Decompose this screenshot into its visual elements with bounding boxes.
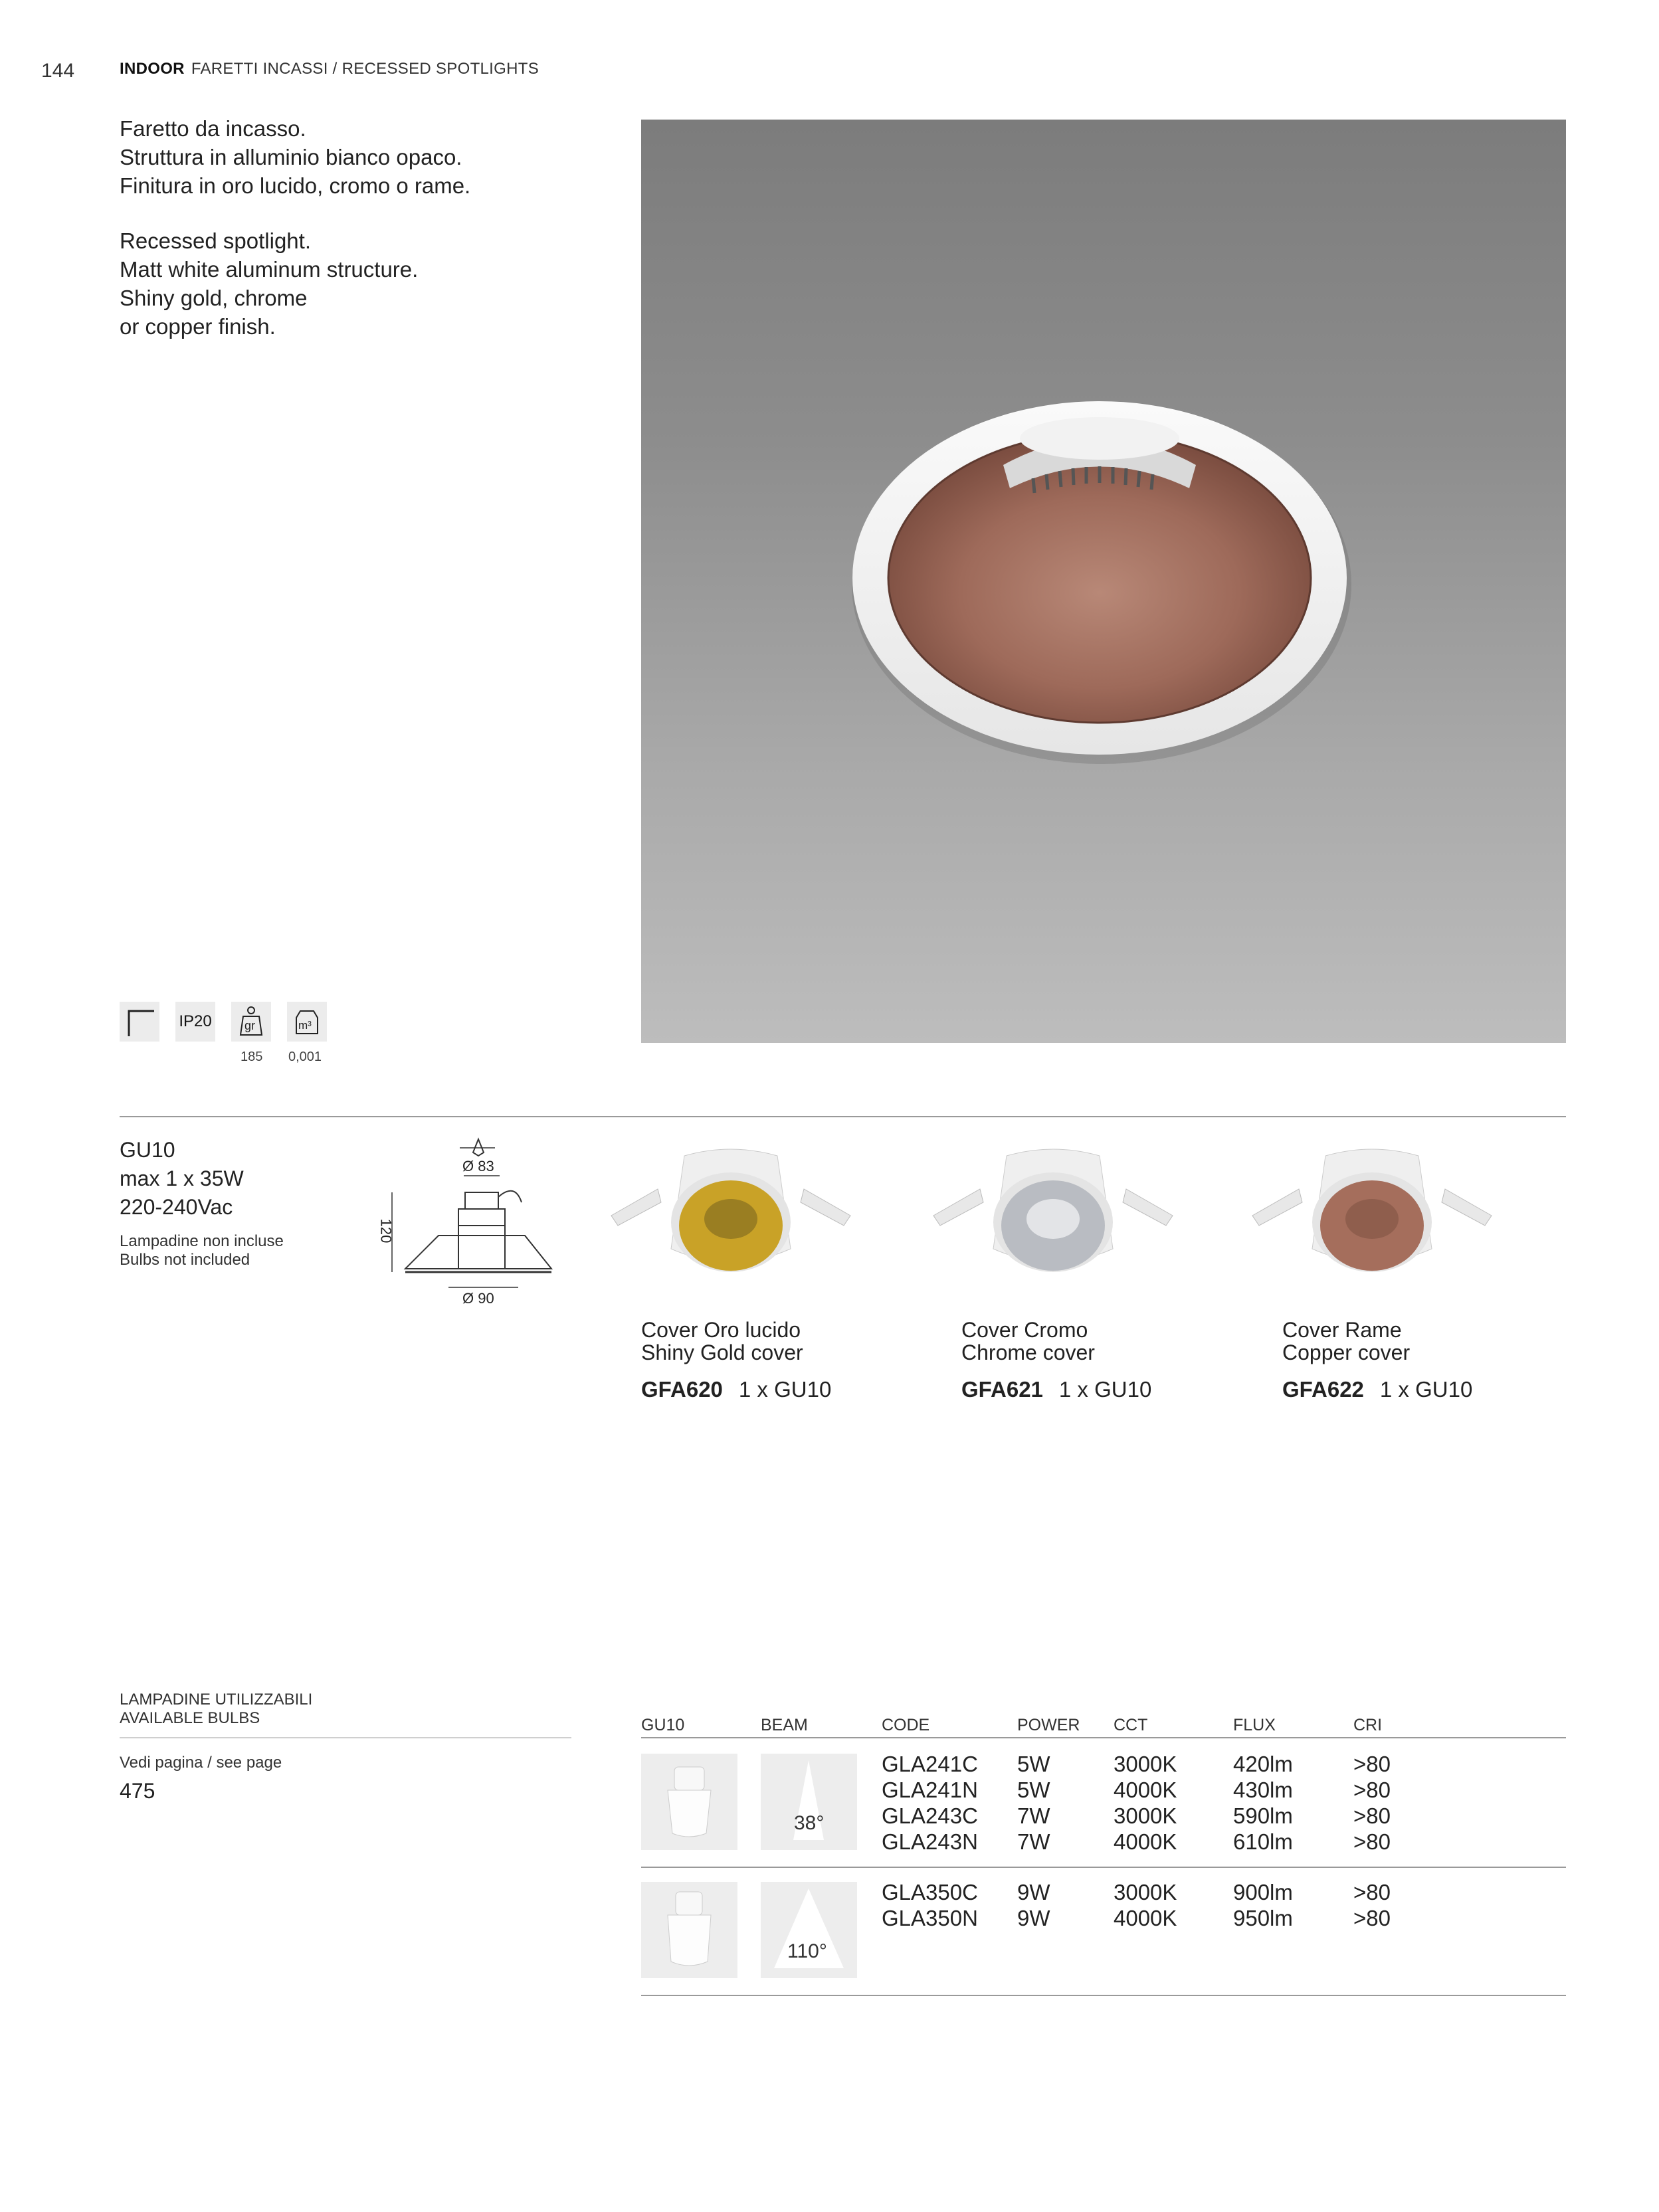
bulb-flux: 610lm [1233,1829,1293,1854]
variant-code-chrome [961,1377,1151,1402]
bulb-cct: 3000K [1114,1752,1177,1776]
variant-name-it: Cover Cromo [961,1318,1088,1342]
bulb-photo-gu10 [641,1754,737,1850]
variant-code-copper [1282,1377,1472,1402]
bulb-flux: 900lm [1233,1880,1293,1904]
bulb-cri: >80 [1353,1778,1391,1802]
weight-icon [231,1002,271,1042]
power-group-2 [1017,1879,1050,1931]
description-line: Shiny gold, chrome [120,286,308,310]
variant-photo-copper [1246,1143,1498,1295]
col-header-code: CODE [882,1716,930,1734]
bulb-code: GLA241C [882,1752,978,1776]
bulb-cri: >80 [1353,1829,1391,1854]
col-header-power: POWER [1017,1716,1080,1734]
recessed-ceiling-icon [120,1002,159,1042]
product-code: GFA622 [1282,1377,1364,1402]
variant-code-gold [641,1377,831,1402]
bulbs-left-divider [120,1737,571,1738]
volume-icon [287,1002,327,1042]
col-header-beam: BEAM [761,1716,808,1734]
section-label: INDOOR [120,60,185,78]
bulb-cct: 4000K [1114,1829,1177,1854]
category-label: FARETTI INCASSI / RECESSED SPOTLIGHTS [191,60,539,78]
product-code: GFA620 [641,1377,723,1402]
variant-name-en: Shiny Gold cover [641,1340,803,1364]
beam-angle: 110° [787,1940,827,1962]
lamp-spec: 1 x GU10 [738,1377,832,1402]
bulb-photo-gu10-wide [641,1882,737,1978]
variant-name-en: Copper cover [1282,1340,1411,1364]
variant-photo-chrome [927,1143,1179,1295]
bulb-code: GLA350C [882,1880,978,1904]
note-line: Bulbs not included [120,1251,250,1269]
bulb-power: 5W [1017,1752,1050,1776]
description-italian [120,114,470,200]
bulb-power: 7W [1017,1803,1050,1828]
bulb-power: 9W [1017,1880,1050,1904]
description-line: Matt white aluminum structure. [120,257,419,282]
description-line: Recessed spotlight. [120,229,311,253]
ip-rating-icon: IP20 [175,1002,215,1042]
cri-group-1 [1353,1751,1391,1855]
bulb-cri: >80 [1353,1752,1391,1776]
col-header-gu10: GU10 [641,1716,685,1734]
product-description [120,114,470,367]
bulb-code: GLA243N [882,1829,978,1854]
description-english [120,227,470,341]
flux-group-1 [1233,1751,1293,1855]
cri-group-2 [1353,1879,1391,1931]
beam-icon-110 [761,1882,857,1978]
table-header-rule [641,1737,1566,1738]
bulb-cct: 4000K [1114,1778,1177,1802]
bulb-code: GLA243C [882,1803,978,1828]
codes-group-2 [882,1879,978,1931]
description-line: Finitura in oro lucido, cromo o rame. [120,173,471,198]
bulb-power: 5W [1017,1778,1050,1802]
variant-name-en: Chrome cover [961,1340,1095,1364]
variant-name-it: Cover Oro lucido [641,1318,801,1342]
bulb-cct: 4000K [1114,1906,1177,1930]
cct-group-1 [1114,1751,1177,1855]
copper-spotlight-illustration [641,120,1566,1043]
spec-line: max 1 x 35W [120,1166,244,1190]
variant-name-it: Cover Rame [1282,1318,1402,1342]
bulb-code: GLA241N [882,1778,978,1802]
col-header-flux: FLUX [1233,1716,1276,1734]
see-page-number: 475 [120,1779,155,1803]
bulb-flux: 590lm [1233,1803,1293,1828]
col-header-cri: CRI [1353,1716,1383,1734]
bulb-flux: 420lm [1233,1752,1293,1776]
lamp-spec: 1 x GU10 [1379,1377,1473,1402]
variant-label-gold [641,1319,803,1364]
weight-unit: gr [244,1019,256,1032]
section-divider [120,1116,1566,1117]
bulb-cri: >80 [1353,1880,1391,1904]
beam-icon-38 [761,1754,857,1850]
bulb-code: GLA350N [882,1906,978,1930]
note-line: Lampadine non incluse [120,1232,284,1250]
cct-group-2 [1114,1879,1177,1931]
bulbs-heading [120,1691,312,1728]
electrical-specs [120,1136,244,1222]
bulb-cri: >80 [1353,1803,1391,1828]
bulb-power: 7W [1017,1829,1050,1854]
weight-value: 185 [241,1050,263,1064]
table-bottom-rule [641,1995,1566,1996]
variant-label-copper [1282,1319,1410,1364]
bulb-cri: >80 [1353,1906,1391,1930]
variant-label-chrome [961,1319,1095,1364]
page-header [120,60,539,78]
spec-line: 220-240Vac [120,1195,233,1219]
page-number: 144 [41,60,75,82]
spec-line: GU10 [120,1138,175,1162]
height-dimension: 120 [377,1218,395,1244]
description-line: Faretto da incasso. [120,116,306,141]
variant-photo-gold [605,1143,857,1295]
technical-drawing [379,1136,558,1309]
volume-unit: m³ [298,1019,312,1032]
codes-group-1 [882,1751,978,1855]
heading-line: AVAILABLE BULBS [120,1709,260,1727]
description-line: Struttura in alluminio bianco opaco. [120,145,462,169]
product-photo [641,120,1566,1043]
heading-line: LAMPADINE UTILIZZABILI [120,1691,313,1708]
product-code: GFA621 [961,1377,1043,1402]
bulb-power: 9W [1017,1906,1050,1930]
table-group-rule [641,1867,1566,1868]
power-group-1 [1017,1751,1050,1855]
bulb-flux: 950lm [1233,1906,1293,1930]
description-line: or copper finish. [120,314,276,339]
see-page-label: Vedi pagina / see page [120,1754,282,1772]
flux-group-2 [1233,1879,1293,1931]
bulb-flux: 430lm [1233,1778,1293,1802]
bottom-diameter: Ø 90 [462,1290,494,1307]
bulb-cct: 3000K [1114,1803,1177,1828]
bulb-cct: 3000K [1114,1880,1177,1904]
lamp-spec: 1 x GU10 [1058,1377,1152,1402]
bulbs-note [120,1232,284,1269]
col-header-cct: CCT [1114,1716,1148,1734]
beam-angle: 38° [794,1812,825,1834]
top-diameter: Ø 83 [462,1158,494,1174]
volume-value: 0,001 [288,1050,322,1064]
